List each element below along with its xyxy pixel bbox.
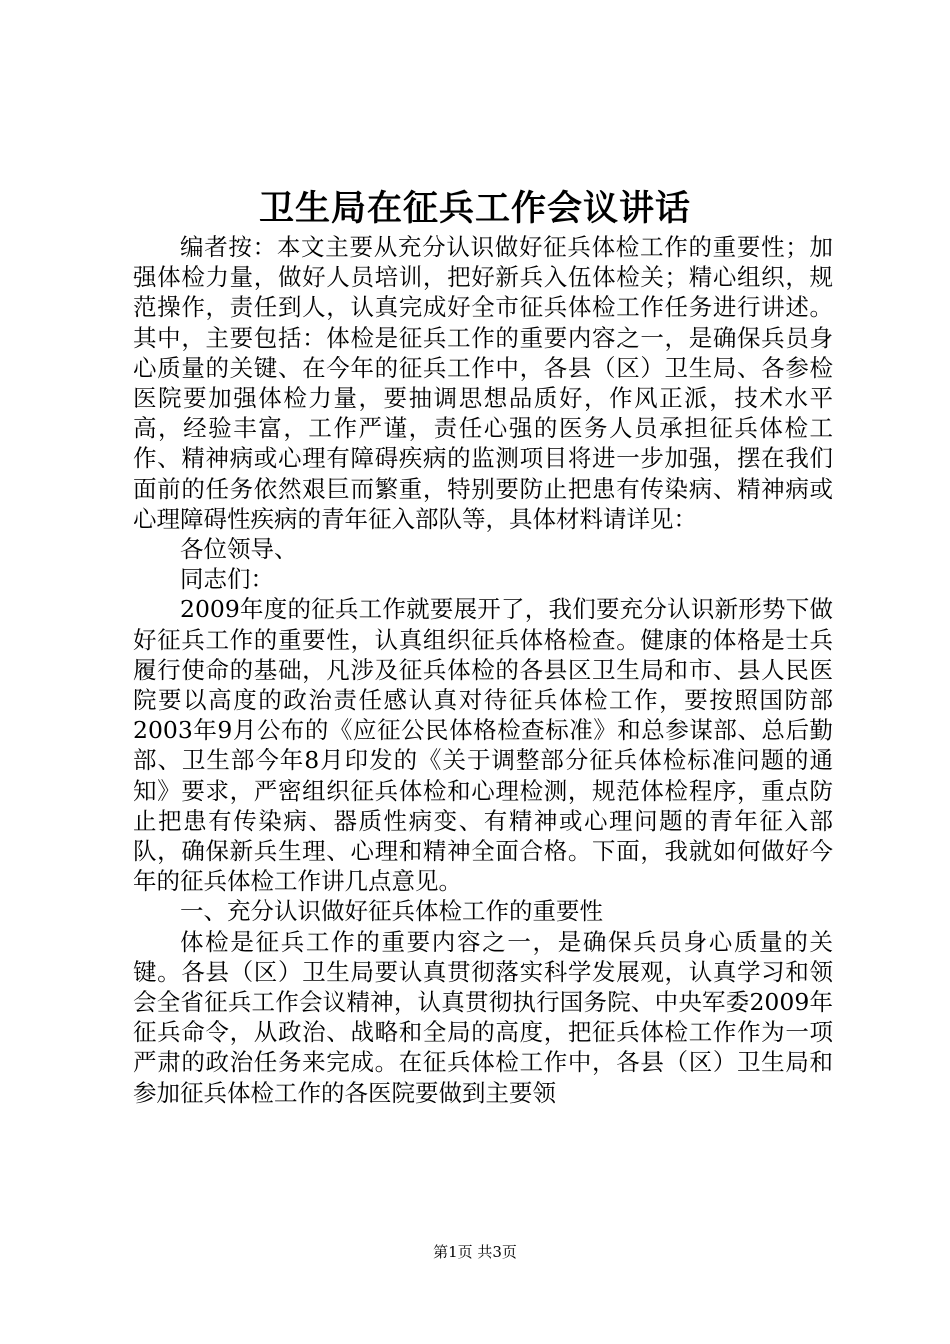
- editor-note-paragraph: 编者按：本文主要从充分认识做好征兵体检工作的重要性；加强体检力量，做好人员培训，把好新兵入伍体检关；精心组织，规范操作，责任到人，认真完成好全市征兵体检工作任务进行讲述。其中，主要包括：体检是征兵工作的重要内容之一，是确保兵员身心质量的关键、在今年的征兵工作中，各县（区）卫生局、各参检医院要加强体检力量，要抽调思想品质好，作风正派，技术水平高，经验丰富，工作严谨，责任心强的医务人员承担征兵体检工作、精神病或心理有障碍疾病的监测项目将进一步加强，摆在我们面前的任务依然艰巨而繁重，特别要防止把患有传染病、精神病或心理障碍性疾病的青年征入部队等，具体材料请详见：: [133, 233, 833, 533]
- document-body: [133, 232, 833, 1108]
- salutation-leaders: 各位领导、: [180, 535, 298, 564]
- section-paragraph: 体检是征兵工作的重要内容之一，是确保兵员身心质量的关键。各县（区）卫生局要认真贯彻落实科学发展观，认真学习和领会全省征兵工作会议精神，认真贯彻执行国务院、中央军委2009年征兵命令，从政治、战略和全局的高度，把征兵体检工作作为一项严肃的政治任务来完成。在征兵体检工作中，各县（区）卫生局和参加征兵体检工作的各医院要做到主要领: [133, 927, 833, 1107]
- section-heading: 一、充分认识做好征兵体检工作的重要性: [180, 897, 603, 926]
- intro-paragraph: 2009年度的征兵工作就要展开了，我们要充分认识新形势下做好征兵工作的重要性，认真组织征兵体格检查。健康的体格是士兵履行使命的基础，凡涉及征兵体检的各县区卫生局和市、县人民医院要以高度的政治责任感认真对待征兵体检工作，要按照国防部2003年9月公布的《应征公民体格检查标准》和总参谋部、总后勤部、卫生部今年8月印发的《关于调整部分征兵体检标准问题的通知》要求，严密组织征兵体检和心理检测，规范体检程序，重点防止把患有传染病、器质性病变、有精神或心理问题的青年征入部队，确保新兵生理、心理和精神全面合格。下面，我就如何做好今年的征兵体检工作讲几点意见。: [133, 595, 833, 896]
- salutation-comrades: 同志们：: [180, 565, 274, 594]
- document-title: 卫生局在征兵工作会议讲话: [258, 188, 691, 229]
- page-number-footer: 第1页 共3页: [433, 1243, 517, 1261]
